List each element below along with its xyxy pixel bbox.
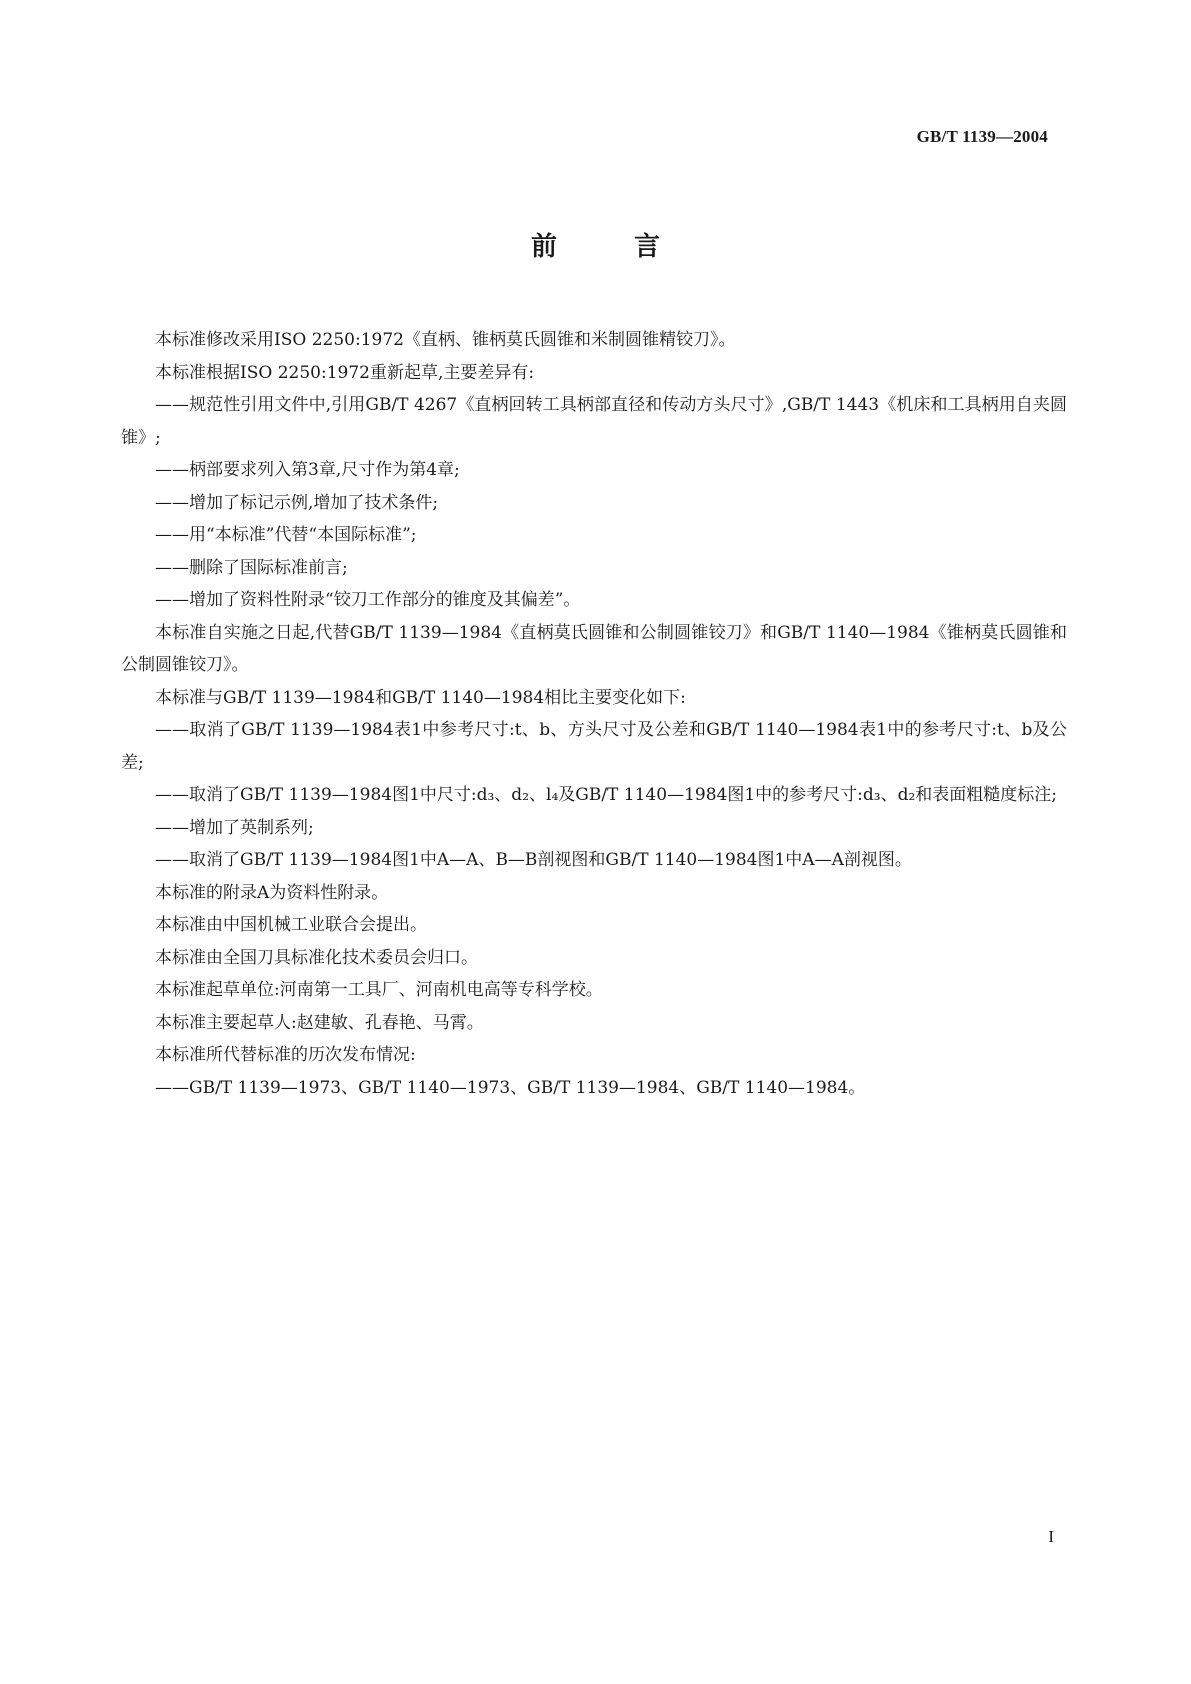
paragraph: 本标准起草单位:河南第一工具厂、河南机电高等专科学校。: [155, 980, 603, 1000]
paragraph: 本标准与GB/T 1139—1984和GB/T 1140—1984相比主要变化如下:: [155, 687, 686, 708]
paragraph: 本标准由全国刀具标准化技术委员会归口。: [155, 947, 478, 968]
page-number: I: [1048, 1527, 1054, 1546]
paragraph: ——柄部要求列入第3章,尺寸作为第4章;: [155, 460, 460, 480]
paragraph: ——增加了英制系列;: [155, 817, 314, 838]
paragraph: ——GB/T 1139—1973、GB/T 1140—1973、GB/T 1139—1984、GB/T 1140—1984。: [155, 1077, 866, 1098]
paragraph: 本标准修改采用ISO 2250:1972《直柄、锥柄莫氏圆锥和米制圆锥精铰刀》。: [155, 330, 736, 350]
foreword-body: [121, 324, 1067, 1104]
paragraph: ——取消了GB/T 1139—1984图1中尺寸:d₃、d₂、l₄及GB/T 1140—1984图1中的参考尺寸:d₃、d₂和表面粗糙度标注;: [155, 785, 1057, 805]
paragraph: ——删除了国际标准前言;: [155, 557, 348, 578]
paragraph: 本标准根据ISO 2250:1972重新起草,主要差异有:: [155, 362, 535, 383]
paragraph: 本标准主要起草人:赵建敏、孔春艳、马霄。: [155, 1012, 484, 1033]
paragraph: ——取消了GB/T 1139—1984表1中参考尺寸:t、b、方头尺寸及公差和GB/T 1140—1984表1中的参考尺寸:t、b及公差;: [121, 720, 1067, 773]
paragraph: ——增加了资料性附录“铰刀工作部分的锥度及其偏差”。: [155, 590, 581, 610]
paragraph: ——取消了GB/T 1139—1984图1中A—A、B—B剖视图和GB/T 1140—1984图1中A—A剖视图。: [155, 850, 912, 870]
paragraph: ——用“本标准”代替“本国际标准”;: [155, 525, 417, 545]
paragraph: ——规范性引用文件中,引用GB/T 4267《直柄回转工具柄部直径和传动方头尺寸》,GB/T 1443《机床和工具柄用自夹圆锥》;: [121, 395, 1067, 448]
paragraph: ——增加了标记示例,增加了技术条件;: [155, 492, 439, 513]
paragraph: 本标准所代替标准的历次发布情况:: [155, 1045, 416, 1065]
paragraph: 本标准的附录A为资料性附录。: [155, 882, 389, 903]
paragraph: 本标准由中国机械工业联合会提出。: [155, 915, 427, 935]
paragraph: 本标准自实施之日起,代替GB/T 1139—1984《直柄莫氏圆锥和公制圆锥铰刀》和GB/T 1140—1984《锥柄莫氏圆锥和公制圆锥铰刀》。: [121, 622, 1067, 675]
document-code: GB/T 1139—2004: [916, 127, 1048, 146]
page-title: 前 言: [530, 232, 695, 262]
